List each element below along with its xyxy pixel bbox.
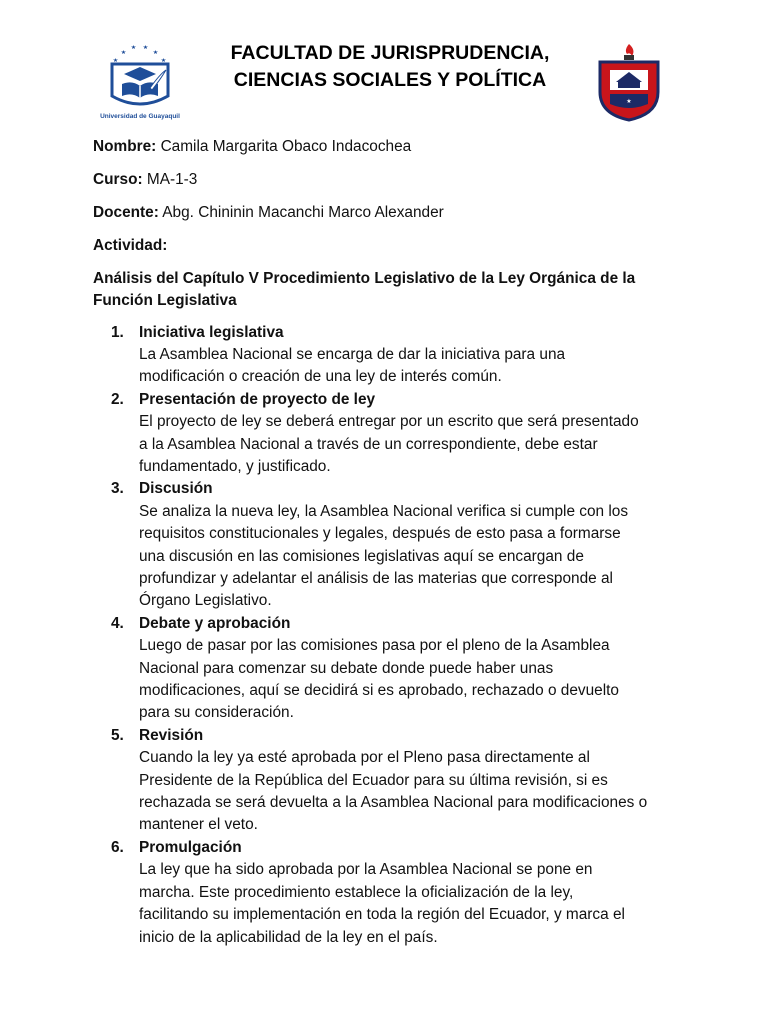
field-label: Nombre: — [93, 138, 157, 155]
procedure-step — [93, 613, 693, 725]
title-line-1: FACULTAD DE JURISPRUDENCIA, — [230, 42, 550, 64]
step-text-line: fundamentado, y justificado. — [139, 457, 331, 475]
step-text-line: requisitos constitucionales y legales, después de esto pasa a formarse — [139, 525, 621, 543]
step-number: 5. — [111, 726, 124, 744]
step-text-line: mantener el veto. — [139, 816, 258, 834]
procedure-step — [93, 837, 693, 949]
procedure-step — [93, 389, 693, 479]
step-title: Iniciativa legislativa — [139, 323, 284, 341]
field-docente — [93, 202, 693, 224]
faculty-title — [190, 40, 590, 94]
step-text-line: facilitando su implementación en toda la región del Ecuador, y marca el — [139, 906, 625, 924]
step-number: 4. — [111, 614, 124, 632]
procedure-step — [93, 322, 693, 389]
step-text-line: modificaciones, aquí se decidirá si es aprobado, rechazado o devuelto — [139, 682, 619, 700]
step-text-line: profundizar y adelantar el análisis de las materias que corresponde al — [139, 570, 613, 588]
step-text-line: Luego de pasar por las comisiones pasa por el pleno de la Asamblea — [139, 637, 610, 655]
field-nombre — [93, 136, 693, 158]
faculty-shield-icon — [596, 42, 662, 122]
step-text-line: La ley que ha sido aprobada por la Asamblea Nacional se pone en — [139, 861, 593, 879]
faculty-logo — [596, 42, 662, 122]
university-logo — [100, 40, 180, 122]
title-line-2: CIENCIAS SOCIALES Y POLÍTICA — [233, 69, 547, 91]
step-text-line: una discusión en las comisiones legislativas aquí se encargan de — [139, 547, 584, 565]
procedure-step — [93, 725, 693, 837]
step-number: 1. — [111, 323, 124, 341]
logo-caption: Universidad de Guayaquil — [100, 113, 180, 120]
step-text-line: El proyecto de ley se deberá entregar por un escrito que será presentado — [139, 413, 639, 431]
step-text-line: a la Asamblea Nacional a través de un correspondiente, debe estar — [139, 435, 598, 453]
field-label: Actividad: — [93, 236, 168, 254]
step-title: Discusión — [139, 480, 213, 498]
step-text-line: Órgano Legislativo. — [139, 592, 272, 610]
university-crest-icon — [100, 40, 180, 122]
field-value: MA-1-3 — [146, 170, 198, 188]
step-title: Debate y aprobación — [139, 614, 291, 632]
field-actividad — [93, 235, 693, 257]
step-text-line: inicio de la aplicabilidad de la ley en el país. — [139, 928, 438, 946]
step-number: 6. — [111, 838, 124, 856]
step-text-line: Presidente de la República del Ecuador para su última revisión, si es — [139, 771, 608, 789]
step-text-line: rechazada se será devuelta a la Asamblea Nacional para modificaciones o — [139, 794, 648, 812]
step-title: Revisión — [139, 726, 204, 744]
activity-subtitle: Análisis del Capítulo V Procedimiento Legislativo de la Ley Orgánica de la Función Legislativa — [93, 269, 636, 310]
svg-text:★: ★ — [626, 99, 632, 105]
step-text-line: modificación o creación de una ley de interés común. — [139, 368, 502, 386]
step-number: 3. — [111, 480, 124, 498]
step-title: Presentación de proyecto de ley — [139, 390, 376, 408]
document-header — [0, 0, 768, 130]
document-body — [93, 136, 693, 949]
step-title: Promulgación — [139, 838, 242, 856]
field-label: Curso: — [93, 170, 143, 188]
field-value: Abg. Chininin Macanchi Marco Alexander — [162, 203, 444, 221]
field-label: Docente: — [93, 203, 159, 221]
field-curso — [93, 169, 693, 191]
step-text-line: Se analiza la nueva ley, la Asamblea Nacional verifica si cumple con los — [139, 502, 629, 520]
step-text-line: marcha. Este procedimiento establece la oficialización de la ley, — [139, 883, 574, 901]
step-text-line: Cuando la ley ya esté aprobada por el Pleno pasa directamente al — [139, 749, 590, 767]
procedure-steps-list — [93, 322, 693, 949]
procedure-step — [93, 478, 693, 612]
field-value: Camila Margarita Obaco Indacochea — [160, 138, 412, 155]
step-text-line: para su consideración. — [139, 704, 294, 722]
step-number: 2. — [111, 390, 124, 408]
step-text-line: Nacional para comenzar su debate donde puede haber unas — [139, 659, 554, 677]
step-text-line: La Asamblea Nacional se encarga de dar la iniciativa para una — [139, 345, 566, 363]
